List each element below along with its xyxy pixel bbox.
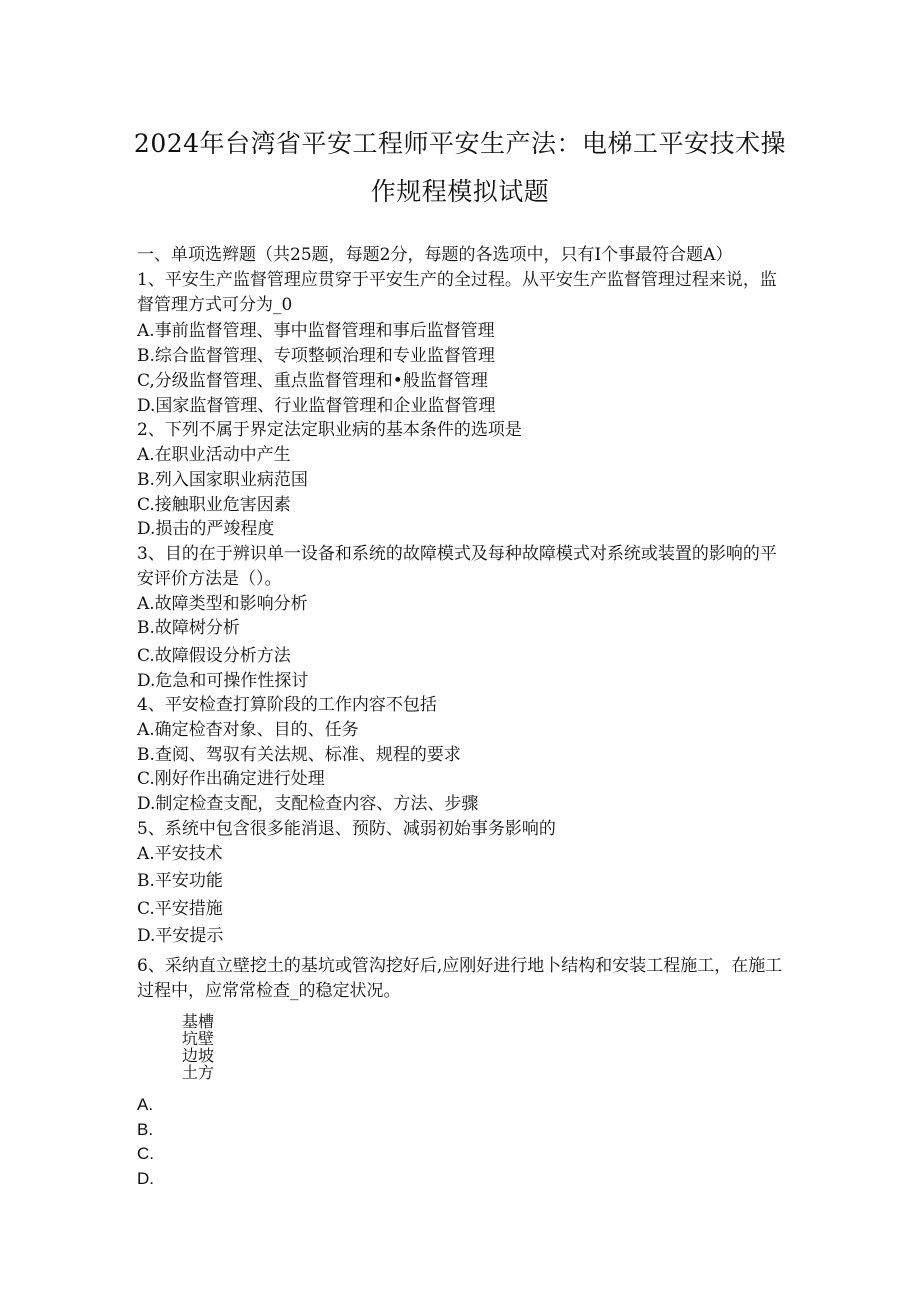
question-6-option-c: C.: [137, 1144, 154, 1163]
question-1-option-b: B.综合监督管理、专项整顿治理和专业监督管理: [137, 346, 495, 366]
question-2-option-c: C.接触职业危害因素: [137, 495, 291, 515]
question-5-option-c: C.平安措施: [137, 899, 223, 919]
question-1-option-d: D.国家监督管理、行业监督管理和企业监督管理: [137, 396, 496, 416]
question-2-option-d: D.损击的严竣程度: [137, 519, 275, 539]
question-4-option-a: A.确定检杳对象、目的、任务: [137, 720, 359, 740]
question-4-option-b: B.查阅、驾驭有关法规、标准、规程的要求: [137, 745, 461, 765]
question-3-option-d: D.危急和可操作性探讨: [137, 671, 309, 691]
question-6-stem: 6、采纳直立壁挖土的基坑或管沟挖好后,应刚好进行地卜结构和安装工程施工，在施工过程中，应常常检查_的稳定状况。: [137, 956, 783, 1001]
question-6-option-a: A.: [137, 1095, 154, 1114]
question-3-option-a: A.故障类型和影响分析: [137, 594, 308, 614]
question-2-option-a: A.在职业活动中产生: [137, 445, 291, 465]
question-5-option-a: A.平安技术: [137, 844, 223, 864]
question-5-option-b: B.平安功能: [137, 871, 223, 891]
question-4-option-c: C.刚好作出确定进行处理: [137, 769, 325, 789]
question-3-option-c: C.故障假设分析方法: [137, 646, 291, 666]
question-1-stem: 1、平安生产监督管理应贯穿于平安生产的全过程。从平安生产监督管理过程来说，监督管理方式可分为_0: [137, 270, 777, 315]
question-6-choice: 基槽: [182, 1012, 215, 1031]
section-header: 一、单项选辫题（共25题，每题2分，每题的各选项中，只有I个事最符合题A）: [137, 245, 733, 265]
question-6-choice: 边坡: [182, 1046, 215, 1065]
question-6-option-d: D.: [137, 1169, 154, 1188]
question-2-option-b: B.列入国家职业病范国: [137, 470, 308, 490]
question-4-stem: 4、平安检查打算阶段的工作内容不包括: [137, 695, 437, 715]
question-3-option-b: B.故障树分析: [137, 618, 240, 638]
question-6-choice-list: [182, 1013, 214, 1081]
question-1-option-a: A.事前监督管理、事中监督管理和事后监督管理: [137, 321, 495, 341]
question-6-choice: 坑壁: [182, 1029, 215, 1048]
question-3-stem: 3、目的在于辨识单一设备和系统的故障模式及每种故障模式对系统或装置的影响的平安评价方法是（）。: [137, 544, 777, 589]
question-2-stem: 2、下列不属于界定法定职业病的基本条件的选项是: [137, 420, 522, 440]
document-title-line-2: 作规程模拟试题: [370, 177, 550, 206]
question-6-option-b: B.: [137, 1120, 154, 1139]
document-title-line-1: 2024年台湾省平安工程师平安生产法：电梯工平安技术操: [133, 129, 787, 158]
question-6-choice: 土方: [182, 1063, 215, 1082]
question-4-option-d: D.制定检查支配，支配检查内容、方法、步骤: [137, 794, 479, 814]
question-1-option-c: C,分级监督管理、重点监督管理和•般监督管理: [137, 371, 488, 391]
question-5-option-d: D.平安提示: [137, 926, 224, 946]
question-5-stem: 5、系统中包含很多能消退、预防、减弱初始事务影响的: [137, 819, 556, 839]
